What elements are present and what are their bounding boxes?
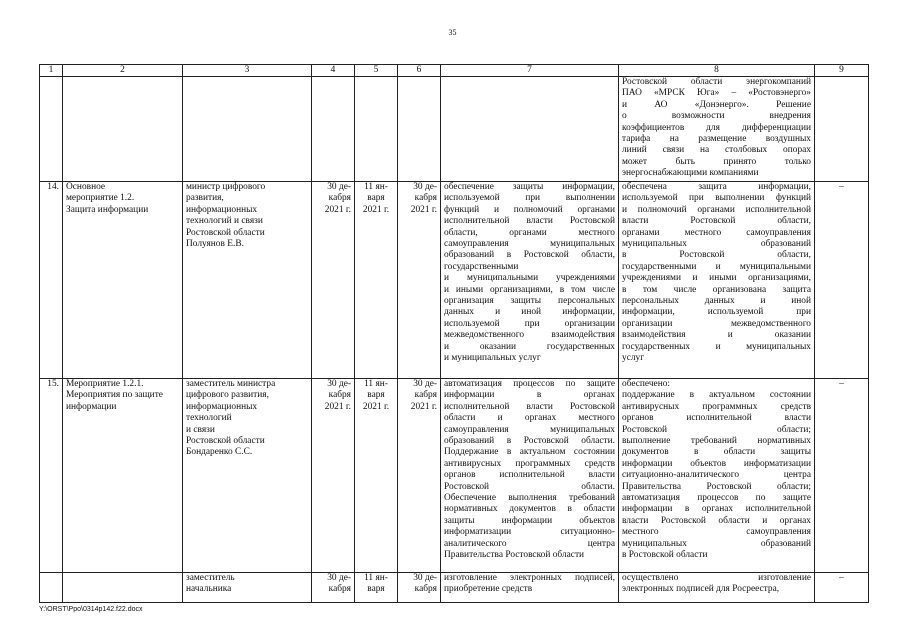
cell-line: используемой при выполнении функций	[622, 193, 811, 204]
actual-result-cell	[619, 77, 815, 182]
cell-line: области, органами местного	[444, 227, 615, 238]
cell-line: органов исполнительной власти	[444, 470, 615, 481]
cell-line: Защита информации	[66, 204, 149, 215]
cell-line: информационных	[186, 401, 258, 412]
note-cell: –	[815, 379, 869, 573]
footer-file-path: Y:\ORST\Ppo\0314p142.f22.docx	[39, 606, 143, 613]
cell-line: обеспечено:	[622, 379, 671, 389]
row-number-cell: 14.	[40, 182, 63, 379]
cell-line: антивирусных программных средств	[444, 458, 615, 469]
responsible-person-cell	[183, 573, 312, 603]
cell-line: государственными	[444, 261, 519, 272]
cell-line: 2021 г.	[362, 204, 390, 215]
cell-line: информации, используемой при	[622, 307, 811, 318]
cell-line: самоуправления муниципальных	[444, 239, 615, 250]
cell-line: органами местного самоуправления	[622, 227, 811, 238]
cell-line: защиты информации объектов	[444, 515, 615, 526]
cell-line: развития,	[186, 193, 224, 204]
cell-line: и полномочий органами исполнительной	[622, 204, 811, 215]
cell-line: технологий	[186, 413, 232, 424]
page-number: 35	[448, 28, 457, 37]
column-number: 9	[815, 65, 869, 77]
cell-line: Поддержание в актуальном состоянии	[444, 447, 615, 458]
note-cell: –	[815, 573, 869, 603]
cell-line: 30 де-	[327, 182, 351, 192]
cell-line: власти Ростовской области,	[622, 216, 811, 227]
cell-line: ситуационно-аналитического центра	[622, 470, 811, 481]
cell-line: ПАО «МРСК Юга» – «Ростовэнерго»	[622, 88, 811, 99]
planned-date-cell	[312, 379, 355, 573]
cell-line: информатизации ситуационно-	[444, 527, 615, 538]
actual-result-cell	[619, 379, 815, 573]
cell-line: технологий и связи	[186, 216, 263, 227]
cell-line: 2021 г.	[362, 401, 390, 412]
cell-line: тарифа на размещение воздушных	[622, 134, 811, 145]
cell-line: области и органах местного	[444, 413, 615, 424]
cell-line: Ростовской области.	[444, 481, 615, 492]
actual-date-cell	[398, 182, 441, 379]
cell-line: исполнительной власти Ростовской	[444, 216, 615, 227]
cell-line: линий связи на столбовых опорах	[622, 145, 811, 156]
cell-line: и муниципальных услуг	[444, 353, 541, 364]
cell-line: Бондаренко С.С.	[186, 447, 253, 458]
cell-line: заместитель министра	[186, 379, 276, 389]
cell-line: автоматизация процессов по защите	[622, 493, 811, 504]
start-date-cell	[355, 379, 398, 573]
cell-line: обеспечена защита информации,	[622, 182, 811, 192]
cell-line: варя	[367, 390, 385, 401]
actual-date-cell	[398, 379, 441, 573]
cell-line: данных и иной информации,	[444, 307, 615, 318]
cell-line: 2021 г.	[324, 401, 351, 412]
cell-line: документов в области защиты	[622, 447, 811, 458]
cell-line: 2021 г.	[410, 401, 437, 412]
planned-date-cell	[312, 77, 355, 182]
cell-line: организации межведомственного	[622, 318, 811, 329]
activity-name-cell	[63, 182, 183, 379]
cell-line: 11 ян-	[364, 182, 388, 192]
cell-line: выполнение требований нормативных	[622, 436, 811, 447]
activity-name-cell	[63, 379, 183, 573]
start-date-cell	[355, 182, 398, 379]
cell-line: 11 ян-	[364, 379, 388, 389]
cell-line: кабря	[414, 390, 437, 401]
cell-line: межведомственного взаимодействия	[444, 330, 615, 341]
cell-line: цифрового развития,	[186, 390, 269, 401]
cell-line: информации объектов информатизации	[622, 458, 811, 469]
cell-line: исполнительной власти Ростовской	[444, 401, 615, 412]
planned-result-cell	[441, 77, 619, 182]
cell-line: Полуянов Е.В.	[186, 239, 244, 250]
cell-line: и АО «Донэнерго». Решение	[622, 99, 811, 110]
column-number: 7	[441, 65, 619, 77]
responsible-person-cell	[183, 77, 312, 182]
cell-line: используемой при выполнении	[444, 193, 615, 204]
cell-line: функций и полномочий органами	[444, 204, 615, 215]
cell-line: министр цифрового	[186, 182, 266, 192]
cell-line: учреждениями и иными организациями,	[622, 273, 811, 284]
cell-line: используемой при организации	[444, 318, 615, 329]
activity-name-cell	[63, 77, 183, 182]
cell-line: Основное	[66, 182, 106, 192]
cell-line: 30 де-	[413, 182, 437, 192]
cell-line: взаимодействия и оказании	[622, 330, 811, 341]
table-row	[40, 573, 869, 603]
cell-line: самоуправления муниципальных	[444, 424, 615, 435]
cell-line: Правительства Ростовской области	[444, 550, 585, 561]
cell-line: государственных и муниципальных	[622, 341, 811, 352]
cell-line: и иными организациями, в том числе	[444, 284, 615, 295]
cell-line: 30 де-	[327, 573, 351, 583]
cell-line: заместитель	[186, 573, 235, 583]
report-table	[39, 64, 869, 603]
cell-line: приобретение средств	[444, 584, 533, 595]
cell-line: обеспечение защиты информации,	[444, 182, 615, 192]
cell-line: электронных подписей для Росреестра,	[622, 584, 780, 595]
column-number: 5	[355, 65, 398, 77]
cell-line: 2021 г.	[410, 204, 437, 215]
cell-line: государственными и муниципальными	[622, 261, 811, 272]
cell-line: организация защиты персональных	[444, 296, 615, 307]
cell-line: 30 де-	[327, 379, 351, 389]
column-number: 2	[63, 65, 183, 77]
cell-line: 30 де-	[413, 573, 437, 583]
column-number: 1	[40, 65, 63, 77]
planned-result-cell	[441, 573, 619, 603]
note-cell: –	[815, 182, 869, 379]
column-number: 3	[183, 65, 312, 77]
activity-name-cell	[63, 573, 183, 603]
cell-line: в Ростовской области,	[622, 250, 811, 261]
cell-line: Мероприятия по защите	[66, 390, 163, 401]
cell-line: и муниципальными учреждениями	[444, 273, 615, 284]
cell-line: образований в Ростовской области.	[444, 436, 615, 447]
table-row	[40, 77, 869, 182]
table-row	[40, 379, 869, 573]
cell-line: поддержание в актуальном состоянии	[622, 390, 811, 401]
row-number-cell	[40, 77, 63, 182]
cell-line: варя	[367, 584, 385, 595]
cell-line: информации в органах	[444, 390, 615, 401]
cell-line: 11 ян-	[364, 573, 388, 583]
column-number: 6	[398, 65, 441, 77]
cell-line: персональных данных и иной	[622, 296, 811, 307]
planned-date-cell	[312, 573, 355, 603]
row-number-cell	[40, 573, 63, 603]
actual-date-cell	[398, 573, 441, 603]
column-number: 4	[312, 65, 355, 77]
cell-line: власти Ростовской области и органах	[622, 515, 811, 526]
cell-line: кабря	[328, 390, 351, 401]
cell-line: Ростовской области;	[622, 424, 811, 435]
cell-line: изготовление электронных подписей,	[444, 573, 615, 583]
cell-line: автоматизация процессов по защите	[444, 379, 615, 389]
cell-line: Ростовской области	[186, 436, 265, 447]
cell-line: Правительства Ростовской области;	[622, 481, 811, 492]
row-number-cell: 15.	[40, 379, 63, 573]
cell-line: аналитического центра	[444, 538, 615, 549]
cell-line: мероприятие 1.2.	[66, 193, 135, 204]
cell-line: Обеспечение выполнения требований	[444, 493, 615, 504]
cell-line: услуг	[622, 353, 645, 364]
planned-date-cell	[312, 182, 355, 379]
actual-result-cell	[619, 573, 815, 603]
table-row	[40, 182, 869, 379]
cell-line: органов исполнительной власти	[622, 413, 811, 424]
cell-line: в том числе организована защита	[622, 284, 811, 295]
cell-line: в Ростовской области	[622, 550, 708, 561]
cell-line: коэффициентов для дифференциации	[622, 122, 811, 133]
column-number: 8	[619, 65, 815, 77]
cell-line: кабря	[414, 193, 437, 204]
note-cell	[815, 77, 869, 182]
cell-line: может быть принято только	[622, 156, 811, 167]
column-number-row	[40, 65, 869, 77]
cell-line: муниципальных образований	[622, 538, 811, 549]
cell-line: местного самоуправления	[622, 527, 811, 538]
cell-line: о возможности внедрения	[622, 111, 811, 122]
responsible-person-cell	[183, 182, 312, 379]
start-date-cell	[355, 77, 398, 182]
cell-line: информации	[66, 401, 117, 412]
cell-line: энергоснабжающими компаниями	[622, 168, 759, 179]
cell-line: начальника	[186, 584, 232, 595]
cell-line: кабря	[328, 193, 351, 204]
cell-line: и оказании государственных	[444, 341, 615, 352]
cell-line: и связи	[186, 424, 215, 435]
cell-line: образований в Ростовской области,	[444, 250, 615, 261]
cell-line: осуществлено изготовление	[622, 573, 811, 583]
cell-line: муниципальных образований	[622, 239, 811, 250]
cell-line: Ростовской области	[186, 227, 265, 238]
cell-line: 30 де-	[413, 379, 437, 389]
cell-line: кабря	[414, 584, 437, 595]
planned-result-cell	[441, 379, 619, 573]
responsible-person-cell	[183, 379, 312, 573]
cell-line: нормативных документов в области	[444, 504, 615, 515]
cell-line: антивирусных программных средств	[622, 401, 811, 412]
start-date-cell	[355, 573, 398, 603]
cell-line: информации в органах исполнительной	[622, 504, 811, 515]
cell-line: 2021 г.	[324, 204, 351, 215]
actual-date-cell	[398, 77, 441, 182]
cell-line: информационных	[186, 204, 258, 215]
actual-result-cell	[619, 182, 815, 379]
cell-line: Мероприятие 1.2.1.	[66, 379, 144, 389]
planned-result-cell	[441, 182, 619, 379]
cell-line: Ростовской области энергокомпаний	[622, 77, 811, 87]
cell-line: кабря	[328, 584, 351, 595]
cell-line: варя	[367, 193, 385, 204]
